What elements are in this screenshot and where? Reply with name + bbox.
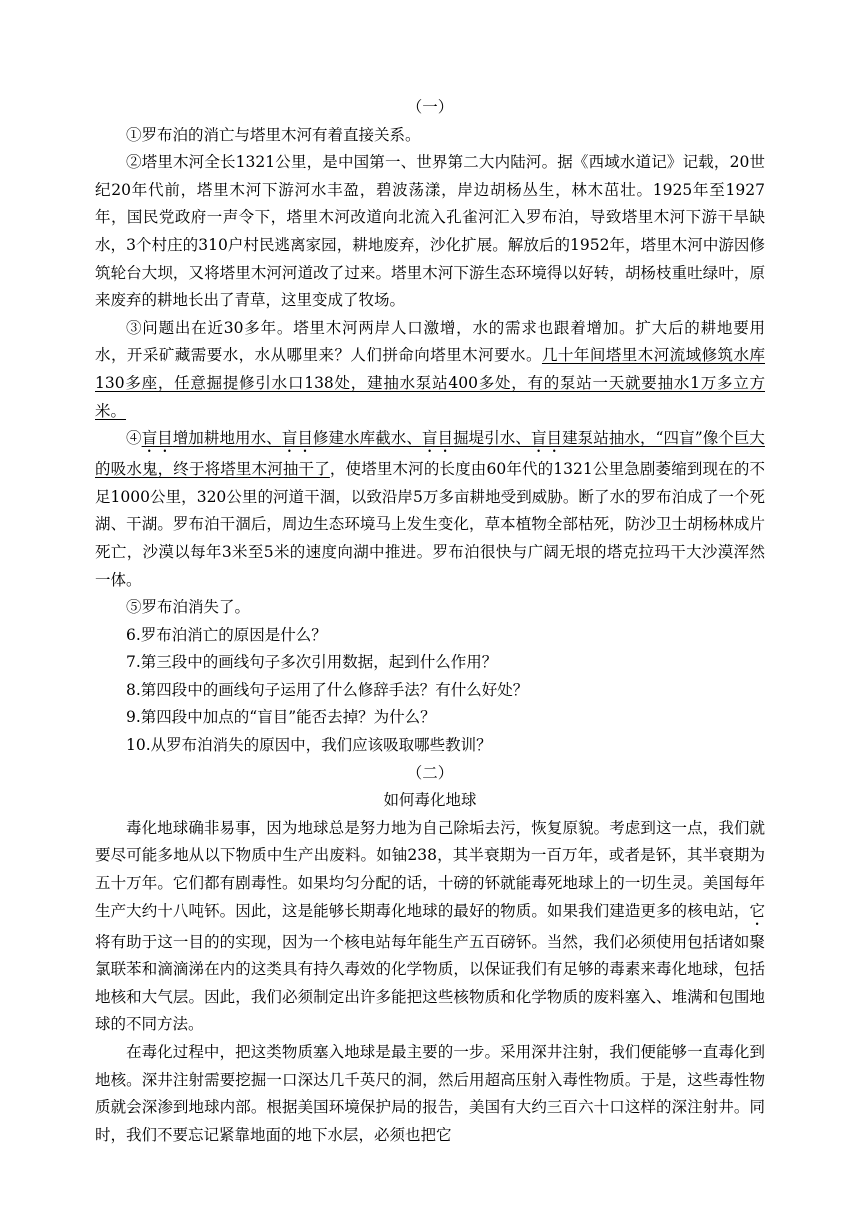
underlined-fragment-4: 建泵站抽水，“四盲”像个巨大的吸水鬼，终于将塔里木河抽干了 [95, 429, 765, 479]
paragraph-3-underlined-sentence: 几十年间塔里木河流域修筑水库130多座，任意掘提修引水口138处，建抽水泵站400多处，有的泵站一天就要抽水1万多立方米。 [95, 346, 765, 420]
paragraph-3 [95, 315, 765, 425]
dotted-word-blindly-3: 盲目 [421, 429, 454, 448]
question-9: 9.第四段中加点的“盲目”能否去掉？为什么？ [126, 708, 436, 727]
dotted-word-blindly-2: 盲目 [281, 429, 313, 448]
section-two-heading: （二） [406, 763, 454, 782]
paragraph-1: ①罗布泊的消亡与塔里木河有着直接关系。 [126, 125, 421, 144]
section-one-heading: （一） [406, 98, 454, 116]
paragraph-4-rest: ，使塔里木河的长度由60年代的1321公里急剧萎缩到现在的不足1000公里，320公里的河道干涸，以致沿岸5万多亩耕地受到威胁。断了水的罗布泊成了一个死湖、干湖。罗布泊干涸后，周边生态环境马上发生变化，草本植物全部枯死，防沙卫士胡杨林成片死亡，沙漠以每年3米至5米的速度向湖中推进。罗布泊很快与广阔无垠的塔克拉玛干大沙漠浑然一体。 [95, 460, 765, 589]
paragraph-5: ⑤罗布泊消失了。 [126, 598, 251, 617]
article-paragraph-1 [95, 815, 765, 1039]
paragraph-2: ②塔里木河全长1321公里，是中国第一、世界第二大内陆河。据《西域水道记》记载，20世纪20年代前，塔里木河下游河水丰盈，碧波荡漾，岸边胡杨丛生，林木茁壮。1925年至1927年，国民党政府一声令下，塔里木河改道向北流入孔雀河汇入罗布泊，导致塔里木河下游干旱缺水，3个村庄的310户村民逃离家园，耕地废弃，沙化扩展。解放后的1952年，塔里木河中游因修筑轮台大坝，又将塔里木河河道改了过来。塔里木河下游生态环境得以好转，胡杨枝重吐绿叶，原来废弃的耕地长出了青草，这里变成了牧场。 [95, 153, 765, 310]
underlined-fragment-2: 修建水库截水、 [312, 429, 422, 448]
underlined-fragment-1: 增加耕地用水、 [172, 429, 282, 448]
underlined-fragment-3: 掘堤引水、 [453, 429, 531, 448]
dotted-word-it: 它 [749, 901, 765, 920]
paragraph-4 [95, 425, 765, 594]
article-paragraph-1-b: 将有助于这一目的的实现，因为一个核电站每年能生产五百磅钚。当然，我们必须使用包括诸如聚氯联苯和滴滴涕在内的这类具有持久毒效的化学物质，以保证我们有足够的毒素来毒化地球，包括地核和大气层。因此，我们必须制定出许多能把这些核物质和化学物质的废料塞入、堆满和包围地球的不同方法。 [95, 932, 765, 1034]
article-title: 如何毒化地球 [383, 791, 477, 810]
question-6: 6.罗布泊消亡的原因是什么？ [126, 625, 327, 644]
paragraph-3-text: ③问题出在近30多年。塔里木河两岸人口激增，水的需求也跟着增加。扩大后的耕地要用水，开采矿藏需要水，水从哪里来？人们拼命向塔里木河要水。 [95, 318, 765, 365]
dotted-word-blindly-4: 盲目 [530, 429, 563, 448]
document-page [95, 94, 765, 1149]
dotted-word-blindly-1: 盲目 [141, 429, 173, 448]
question-8: 8.第四段中的画线句子运用了什么修辞手法？有什么好处？ [126, 680, 529, 699]
article-paragraph-1-a: 毒化地球确非易事，因为地球总是努力地为自己除垢去污，恢复原貌。考虑到这一点，我们就要尽可能多地从以下物质中生产出废料。如铀238，其半衰期为一百万年，或者是钚，其半衰期为五十万年。它们都有剧毒性。如果均匀分配的话，十磅的钚就能毒死地球上的一切生灵。美国每年生产大约十八吨钚。因此，这是能够长期毒化地球的最好的物质。如果我们建造更多的核电站， [95, 818, 765, 920]
question-10: 10.从罗布泊消失的原因中，我们应该吸取哪些教训？ [126, 736, 492, 755]
article-paragraph-2: 在毒化过程中，把这类物质塞入地球是最主要的一步。采用深井注射，我们便能够一直毒化到地核。深井注射需要挖掘一口深达几千英尺的洞，然后用超高压射入毒性物质。于是，这些毒性物质就会深渗到地球内部。根据美国环境保护局的报告，美国有大约三百六十口这样的深注射井。同时，我们不要忘记紧靠地面的地下水层，必须也把它 [95, 1043, 765, 1144]
paragraph-4-number: ④ [126, 429, 142, 448]
question-7: 7.第三段中的画线句子多次引用数据，起到什么作用？ [126, 653, 498, 672]
